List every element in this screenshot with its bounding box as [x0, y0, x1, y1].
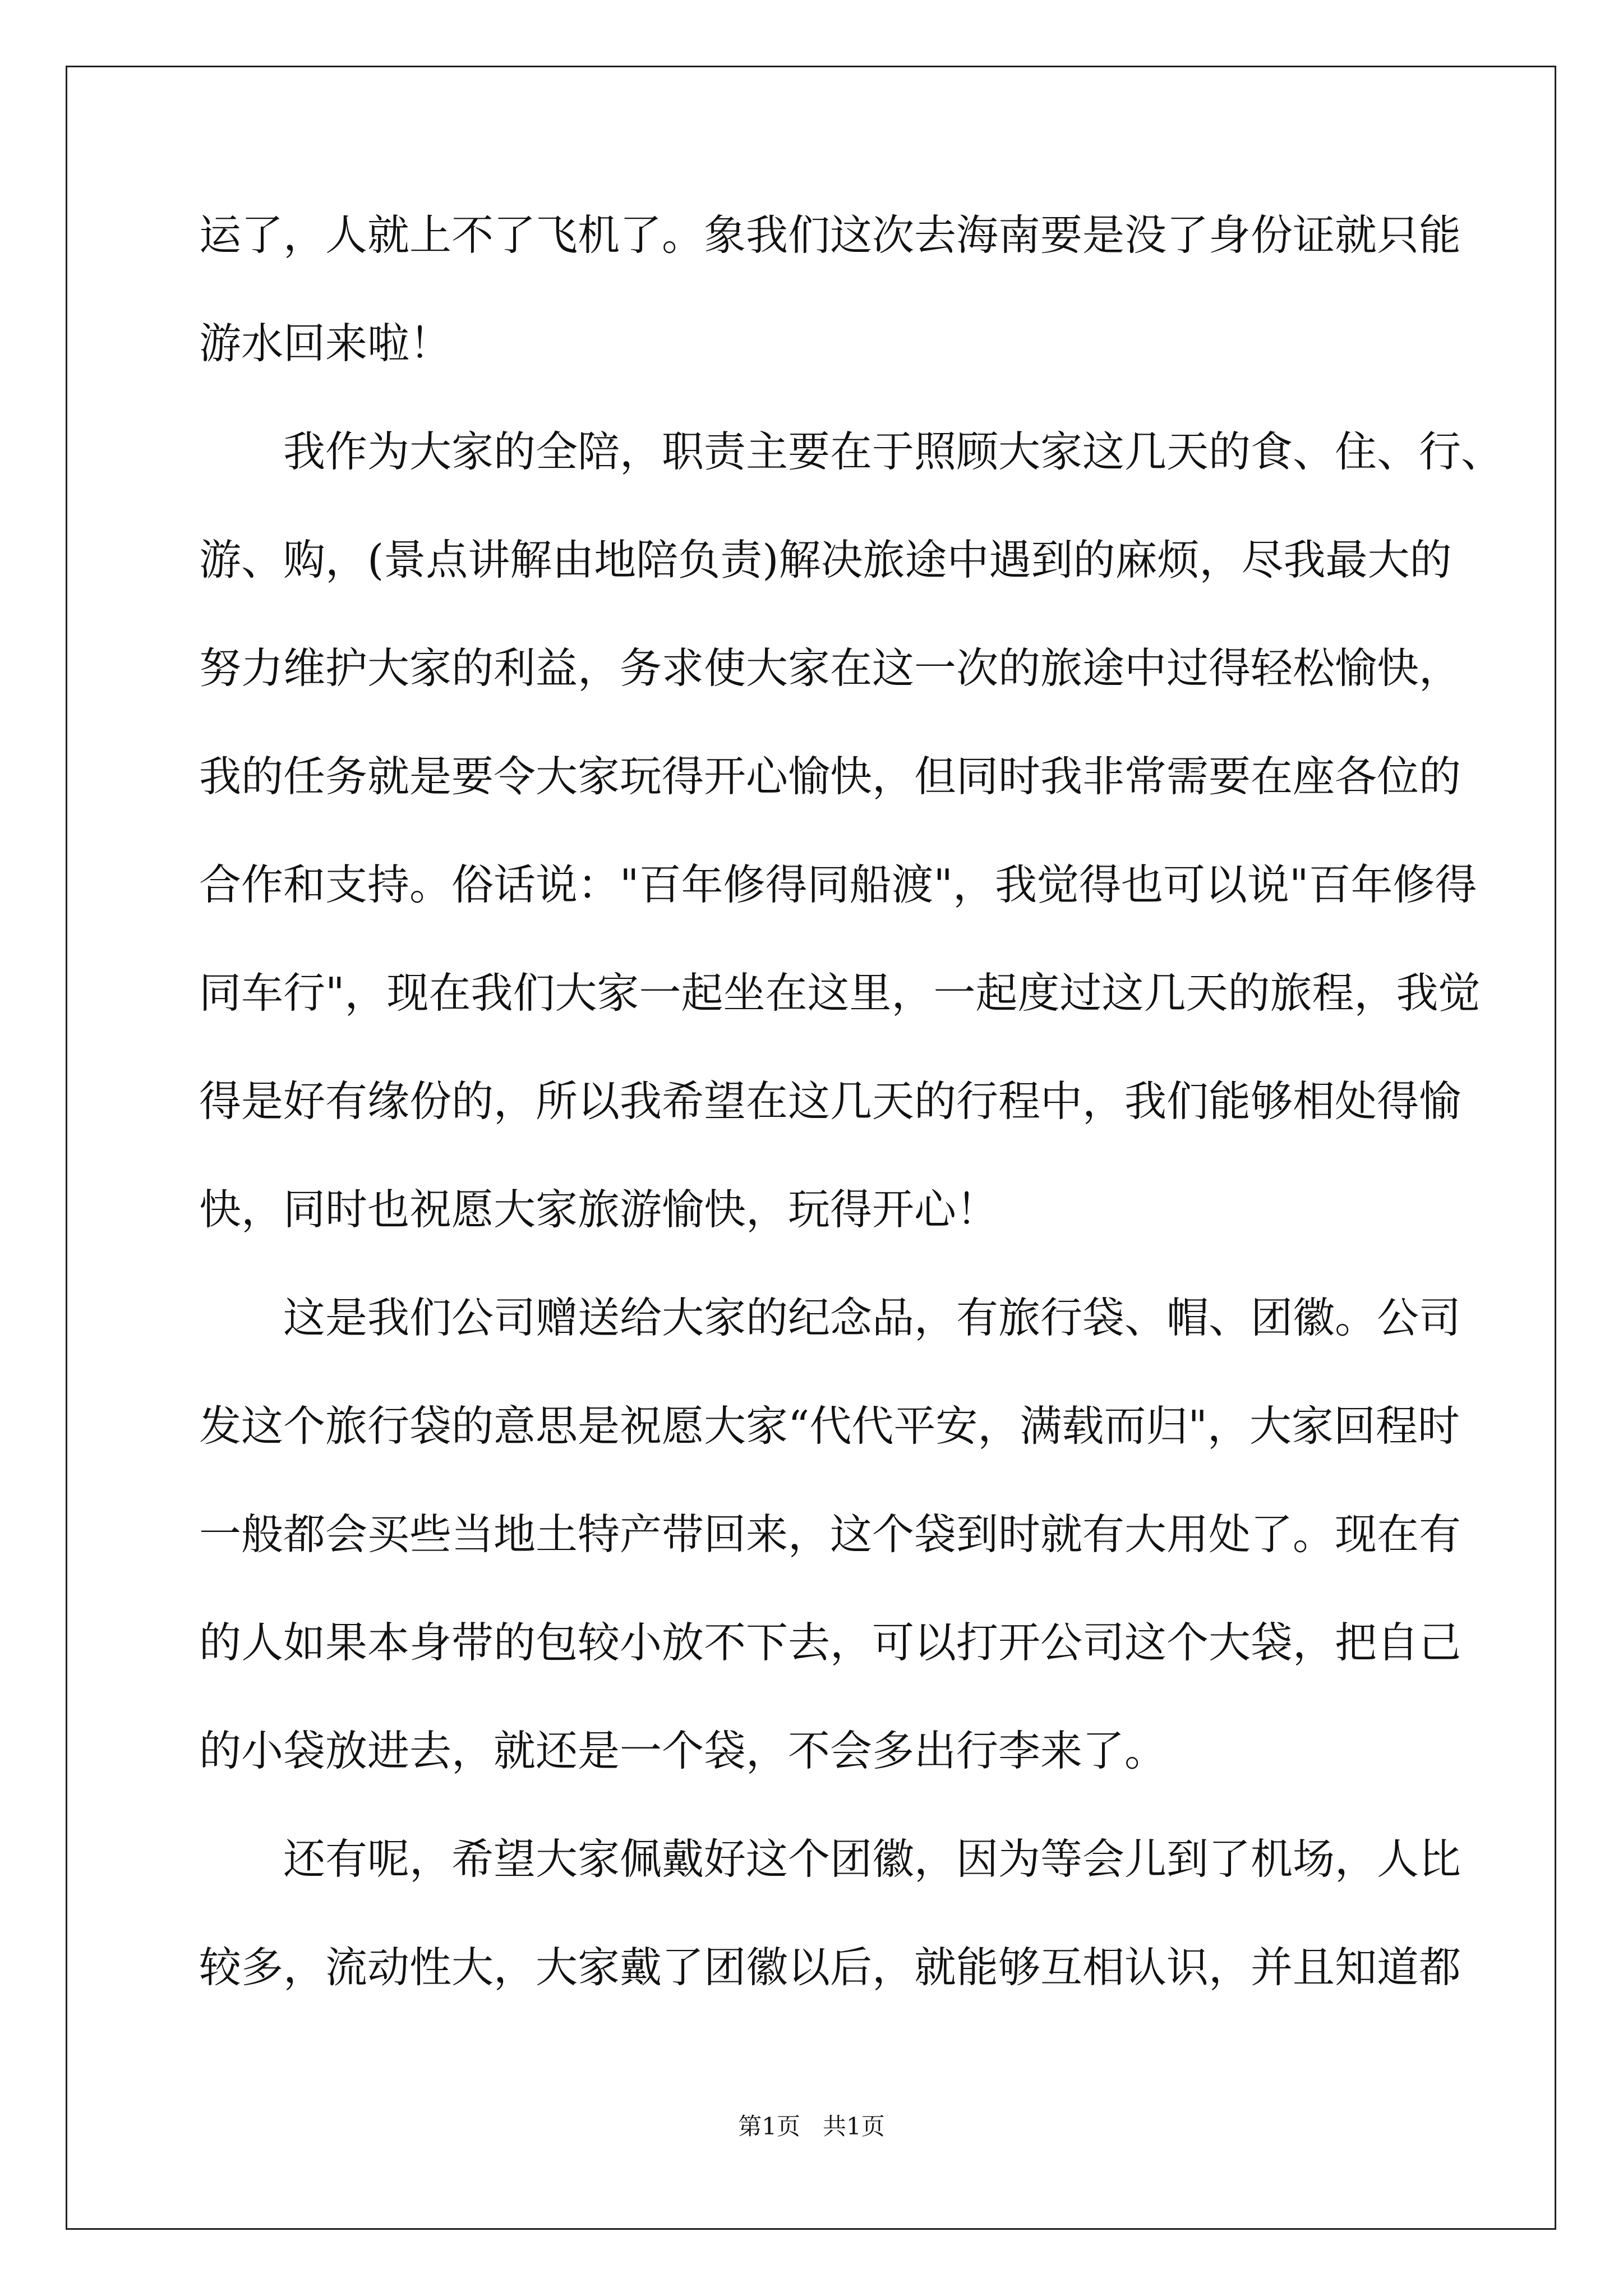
page-footer	[0, 2113, 1623, 2141]
text-line: 得是好有缘份的，所以我希望在这几天的行程中，我们能够相处得愉	[199, 1076, 1461, 1126]
text-line: 我的任务就是要令大家玩得开心愉快，但同时我非常需要在座各位的	[199, 752, 1461, 801]
text-line: 我作为大家的全陪，职责主要在于照顾大家这几天的食、住、行、	[283, 427, 1504, 476]
page-total: 共1页	[823, 2113, 885, 2140]
text-line: 同车行"，现在我们大家一起坐在这里，一起度过这几天的旅程，我觉	[199, 968, 1481, 1018]
text-line: 的人如果本身带的包较小放不下去，可以打开公司这个大袋，把自己	[199, 1618, 1461, 1667]
text-line: 运了，人就上不了飞机了。象我们这次去海南要是没了身份证就只能	[199, 210, 1461, 260]
text-line: 一般都会买些当地土特产带回来，这个袋到时就有大用处了。现在有	[199, 1510, 1461, 1559]
text-line: 的小袋放进去，就还是一个袋，不会多出行李来了。	[199, 1726, 1167, 1775]
page-number: 第1页	[738, 2113, 800, 2140]
text-line: 快，同时也祝愿大家旅游愉快，玩得开心！	[199, 1185, 999, 1234]
text-line: 这是我们公司赠送给大家的纪念品，有旅行袋、帽、团徽。公司	[283, 1293, 1461, 1342]
text-line: 游水回来啦！	[199, 319, 452, 368]
text-line: 努力维护大家的利益，务求使大家在这一次的旅途中过得轻松愉快，	[199, 643, 1461, 693]
text-line: 发这个旅行袋的意思是祝愿大家“代代平安，满载而归"，大家回程时	[199, 1401, 1460, 1451]
document-body	[199, 210, 1504, 2055]
text-line: 合作和支持。俗话说："百年修得同船渡"，我觉得也可以说"百年修得	[199, 860, 1477, 909]
text-line: 较多，流动性大，大家戴了团徽以后，就能够互相认识，并且知道都	[199, 1943, 1461, 1992]
text-line: 游、购，(景点讲解由地陪负责)解决旅途中遇到的麻烦，尽我最大的	[199, 535, 1452, 585]
text-line: 还有呢，希望大家佩戴好这个团徽，因为等会儿到了机场，人比	[283, 1834, 1461, 1884]
